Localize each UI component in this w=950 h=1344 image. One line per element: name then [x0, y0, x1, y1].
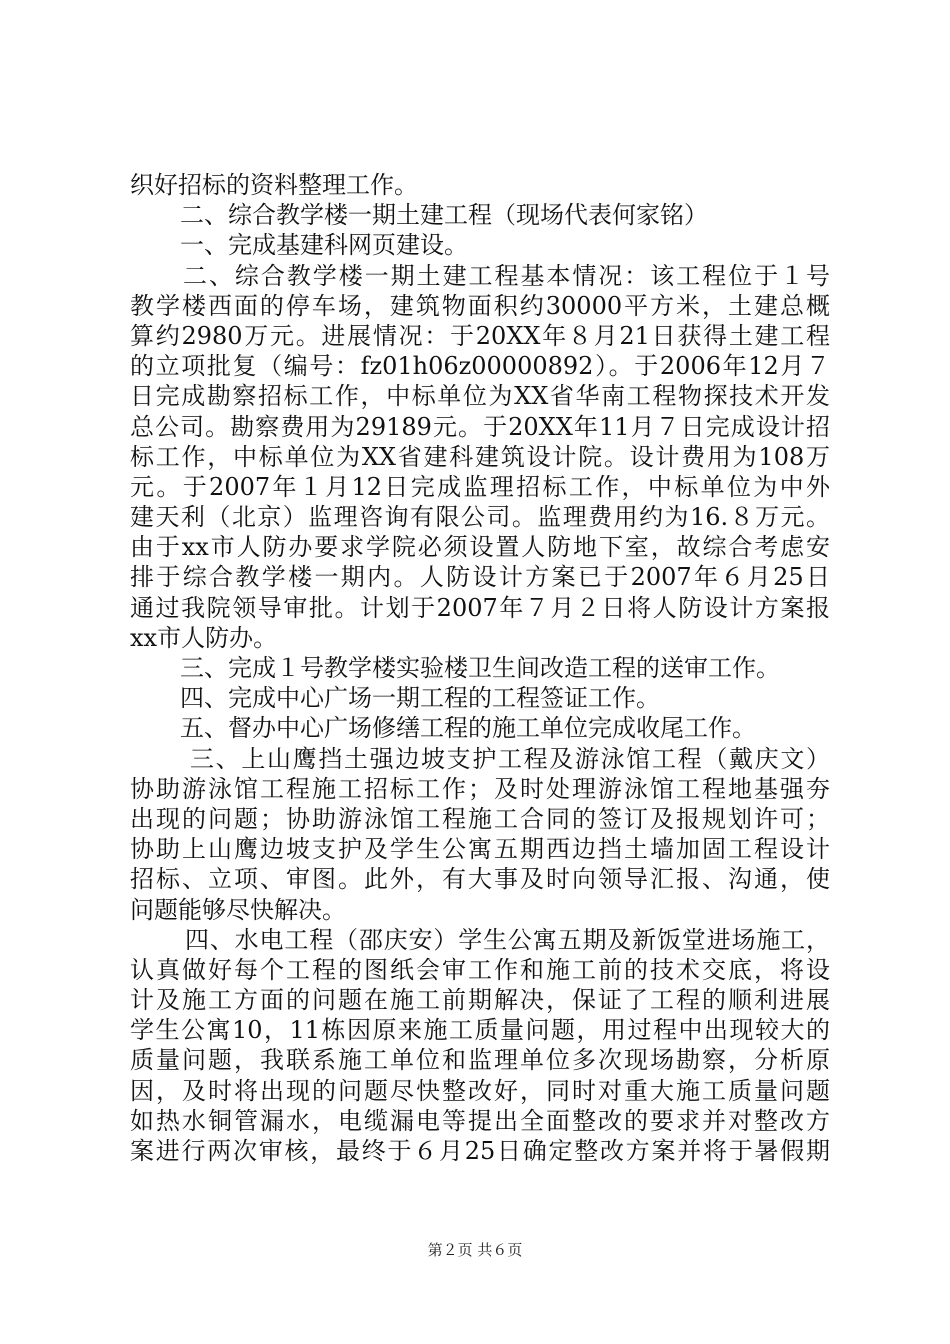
- page-footer: 第２页 共６页: [427, 1241, 523, 1259]
- text-line: 学生公寓10，11栋因原来施工质量问题，用过程中出现较大的: [130, 1016, 830, 1045]
- text-line: 出现的问题；协助游泳馆工程施工合同的签订及报规划许可；: [130, 804, 830, 833]
- text-line: 协助游泳馆工程施工招标工作；及时处理游泳馆工程地基强夯: [130, 774, 830, 803]
- list-item: 三、完成１号教学楼实验楼卫生间改造工程的送审工作。: [180, 654, 780, 682]
- text-line: 案进行两次审核，最终于６月25日确定整改方案并将于暑假期: [130, 1137, 830, 1165]
- text-line: 算约2980万元。进展情况：于20XX年８月21日获得土建工程: [130, 321, 830, 350]
- text-line: 元。于2007年１月12日完成监理招标工作，中标单位为中外: [130, 472, 830, 501]
- list-item: 五、督办中心广场修缮工程的施工单位完成收尾工作。: [180, 714, 756, 743]
- text-line: 认真做好每个工程的图纸会审工作和施工前的技术交底，将设: [130, 955, 830, 984]
- list-item: 四、完成中心广场一期工程的工程签证工作。: [180, 684, 660, 713]
- text-line: 二、综合教学楼一期土建工程基本情况：该工程位于１号: [183, 261, 830, 290]
- text-line: 计及施工方面的问题在施工前期解决，保证了工程的顺利进展: [130, 986, 830, 1015]
- section-heading: 三、上山鹰挡土强边坡支护工程及游泳馆工程（戴庆文）: [190, 744, 830, 773]
- text-line: xx市人防办。: [130, 623, 278, 652]
- text-line: 由于xx市人防办要求学院必须设置人防地下室，故综合考虑安: [130, 533, 830, 562]
- text-line: 如热水铜管漏水，电缆漏电等提出全面整改的要求并对整改方: [130, 1106, 830, 1135]
- text-line: 质量问题，我联系施工单位和监理单位多次现场勘察，分析原: [130, 1046, 830, 1075]
- text-line: 标工作，中标单位为XX省建科建筑设计院。设计费用为108万: [130, 442, 830, 471]
- text-line: 教学楼西面的停车场，建筑物面积约30000平方米，土建总概: [130, 291, 830, 320]
- text-line: 总公司。勘察费用为29189元。于20XX年11月７日完成设计招: [130, 412, 830, 441]
- section-heading: 二、综合教学楼一期土建工程（现场代表何家铭）: [180, 201, 708, 230]
- text-line: 日完成勘察招标工作，中标单位为XX省华南工程物探技术开发: [130, 382, 830, 411]
- text-line: 问题能够尽快解决。: [130, 895, 346, 924]
- text-line: 通过我院领导审批。计划于2007年７月２日将人防设计方案报: [130, 593, 830, 622]
- text-line: 因，及时将出现的问题尽快整改好，同时对重大施工质量问题: [130, 1076, 830, 1105]
- text-line: 排于综合教学楼一期内。人防设计方案已于2007年６月25日: [130, 563, 830, 592]
- text-line: 的立项批复（编号：fz01h06z00000892）。于2006年12月７: [130, 352, 830, 381]
- list-item: 一、完成基建科网页建设。: [180, 231, 468, 260]
- text-line: 协助上山鹰边坡支护及学生公寓五期西边挡土墙加固工程设计: [130, 835, 830, 864]
- text-line: 建天利（北京）监理咨询有限公司。监理费用约为16.８万元。: [130, 503, 830, 532]
- text-line: 招标、立项、审图。此外，有大事及时向领导汇报、沟通，使: [130, 865, 830, 894]
- section-heading: 四、水电工程（邵庆安）学生公寓五期及新饭堂进场施工，: [185, 925, 830, 954]
- document-body: [130, 170, 830, 1166]
- text-line: 织好招标的资料整理工作。: [130, 171, 418, 199]
